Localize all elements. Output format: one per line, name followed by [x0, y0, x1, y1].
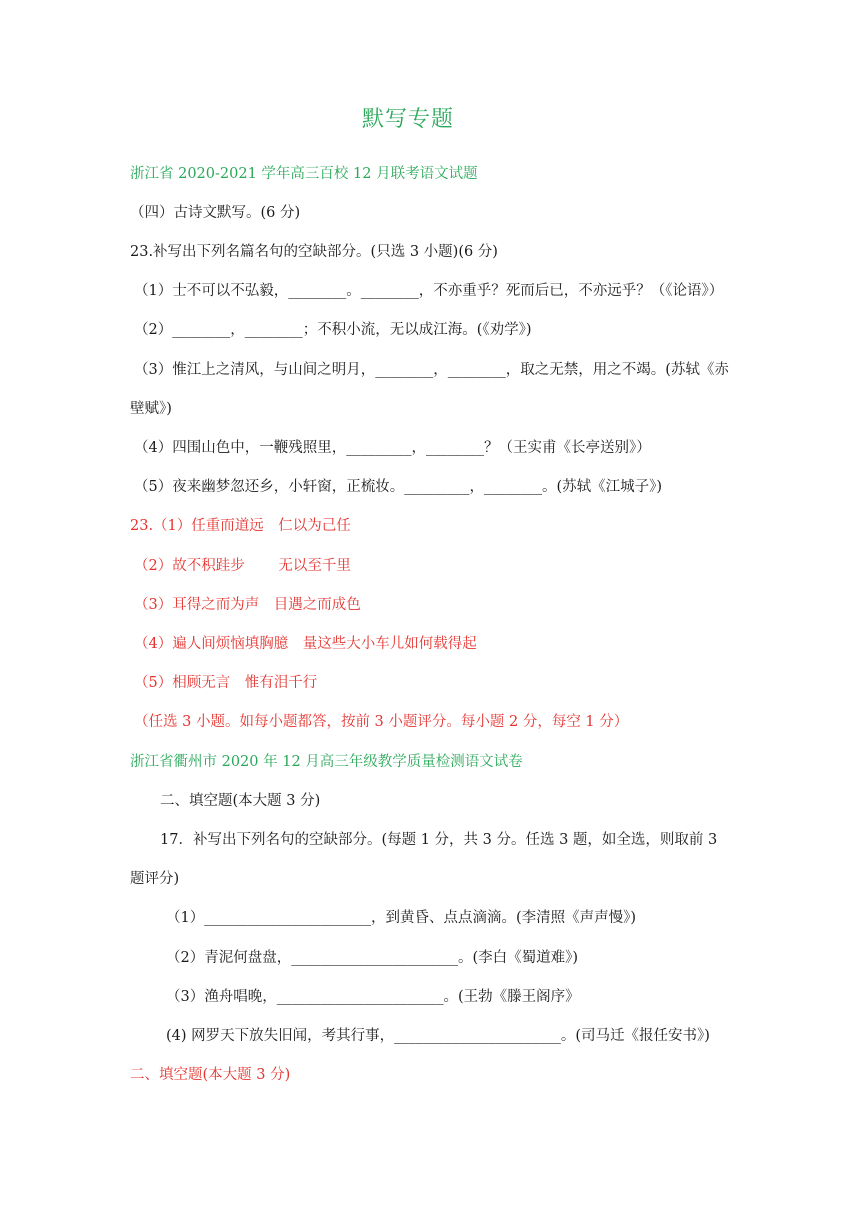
- answer-23-3: （3）耳得之而为声 目遇之而成色: [134, 597, 361, 613]
- answer-23-5: （5）相顾无言 惟有泪千行: [134, 675, 318, 691]
- answer-23-2: （2）故不积跬步 无以至千里: [134, 558, 351, 574]
- source-heading-2: 浙江省衢州市 2020 年 12 月高三年级教学质量检测语文试卷: [130, 754, 523, 770]
- section-heading-4: （四）古诗文默写。(6 分): [130, 205, 301, 221]
- source-heading-1: 浙江省 2020-2021 学年高三百校 12 月联考语文试题: [130, 166, 478, 182]
- answer-23-4: （4）遍人间烦恼填胸臆 量这些大小车儿如何载得起: [134, 636, 477, 652]
- answer-23-note: （任选 3 小题。如每小题都答，按前 3 小题评分。每小题 2 分，每空 1 分）: [134, 714, 629, 730]
- section-heading-2: 二、填空题(本大题 3 分): [160, 793, 321, 809]
- answer-23-1: 23.（1）任重而道远 仁以为己任: [130, 518, 351, 534]
- question-23-item-2: （2）________，________；不积小流，无以成江海。(《劝学》): [134, 322, 532, 338]
- question-23-item-4: （4）四围山色中，一鞭残照里，_________，________？（王实甫《长亭送别》）: [134, 440, 651, 456]
- question-17-stem: 17．补写出下列名句的空缺部分。(每题 1 分，共 3 分。任选 3 题，如全选，则取前 3: [160, 832, 718, 848]
- question-23-stem: 23.补写出下列名篇名句的空缺部分。(只选 3 小题)(6 分): [130, 244, 498, 260]
- doc-title: 默写专题: [361, 107, 454, 132]
- question-17-item-2: （2）青泥何盘盘，_______________________。(李白《蜀道难》): [166, 950, 579, 966]
- question-23-item-1: （1）士不可以不弘毅，________。________，不亦重乎？死而后已，不亦远乎？（《论语》）: [134, 283, 724, 299]
- question-23-item-5: （5）夜来幽梦忽还乡，小轩窗，正梳妆。_________，________。(苏轼《江城子》): [134, 479, 663, 495]
- question-23-item-3: （3）惟江上之清风，与山间之明月，________，________，取之无禁，用之不竭。(苏轼《赤: [134, 362, 729, 378]
- answer-section-heading: 二、填空题(本大题 3 分): [130, 1067, 291, 1083]
- question-23-item-3-cont: 壁赋》): [130, 401, 172, 417]
- question-17-stem-cont: 题评分): [130, 871, 180, 887]
- question-17-item-1: （1）_______________________，到黄昏、点点滴滴。(李清照《声声慢》): [166, 910, 637, 926]
- question-17-item-3: （3）渔舟唱晚，_______________________。(王勃《滕王阁序》: [166, 989, 580, 1005]
- question-17-item-4: (4) 网罗天下放失旧闻，考其行事，_______________________。(司马迁《报任安书》): [166, 1028, 710, 1044]
